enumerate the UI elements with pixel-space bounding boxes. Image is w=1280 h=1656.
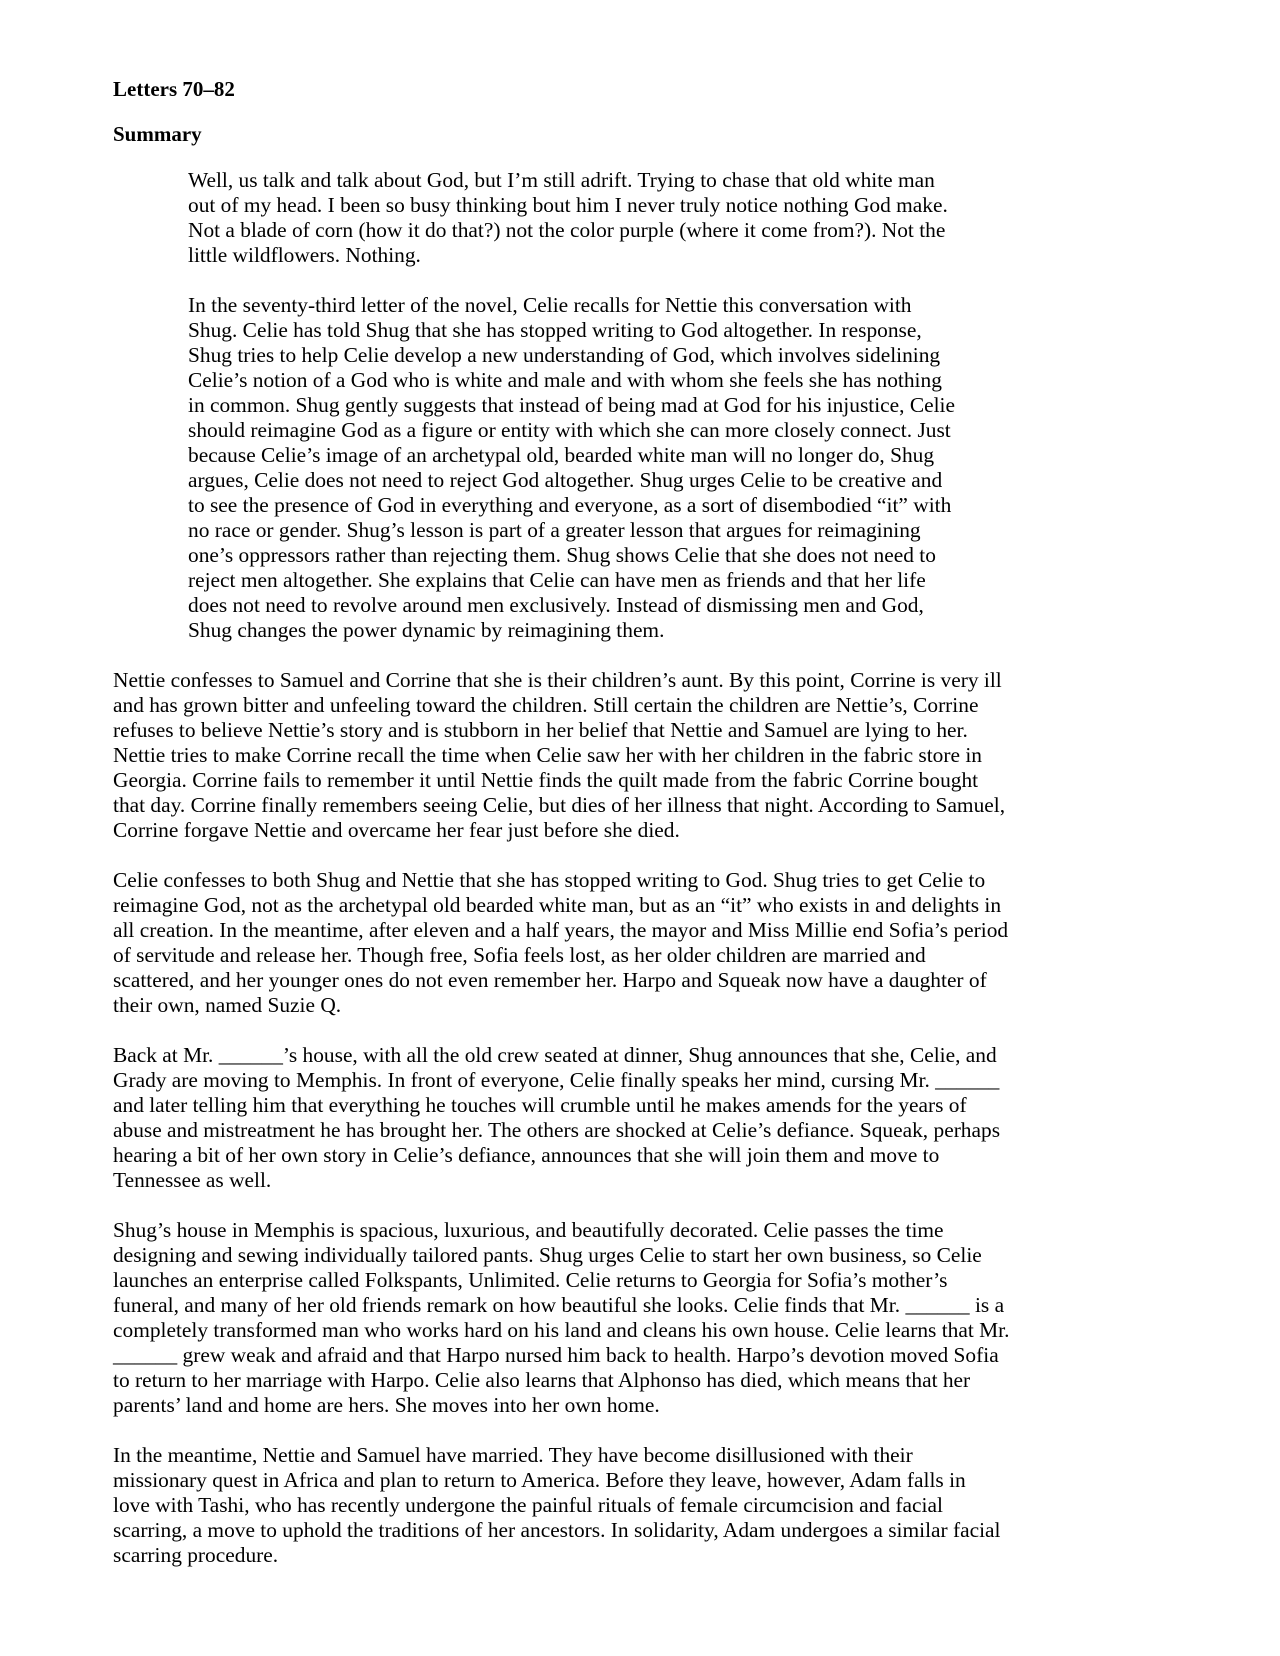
text-line: Celie confesses to both Shug and Nettie that she has stopped writing to God. Shug tries to get Celie to bbox=[113, 868, 986, 892]
text-line: to see the presence of God in everything and everyone, as a sort of disembodied “it” with bbox=[188, 493, 952, 517]
quote-analysis bbox=[188, 293, 1188, 643]
text-line: Grady are moving to Memphis. In front of everyone, Celie finally speaks her mind, cursing Mr. ______ bbox=[113, 1068, 1000, 1092]
text-line: should reimagine God as a figure or entity with which she can more closely connect. Just bbox=[188, 418, 951, 442]
text-line: completely transformed man who works hard on his land and cleans his own house. Celie learns that Mr. bbox=[113, 1318, 1010, 1342]
text-line: scarring procedure. bbox=[113, 1543, 279, 1567]
paragraph-dinner bbox=[113, 1043, 1193, 1193]
quotation bbox=[188, 168, 1188, 268]
text-line: because Celie’s image of an archetypal old, bearded white man will no longer do, Shug bbox=[188, 443, 935, 467]
text-line: little wildflowers. Nothing. bbox=[188, 243, 421, 267]
text-line: Shug. Celie has told Shug that she has stopped writing to God altogether. In response, bbox=[188, 318, 922, 342]
summary-heading: Summary bbox=[113, 122, 202, 146]
paragraph-celie-confesses bbox=[113, 868, 1193, 1018]
text-line: scattered, and her younger ones do not even remember her. Harpo and Squeak now have a daughter of bbox=[113, 968, 987, 992]
text-line: does not need to revolve around men exclusively. Instead of dismissing men and God, bbox=[188, 593, 924, 617]
text-line: all creation. In the meantime, after eleven and a half years, the mayor and Miss Millie end Sofia’s period bbox=[113, 918, 1009, 942]
indented-quote-block bbox=[188, 168, 1188, 668]
text-line: refuses to believe Nettie’s story and is stubborn in her belief that Nettie and Samuel are lying to her. bbox=[113, 718, 968, 742]
text-line: Shug’s house in Memphis is spacious, luxurious, and beautifully decorated. Celie passes the time bbox=[113, 1218, 944, 1242]
text-line: launches an enterprise called Folkspants, Unlimited. Celie returns to Georgia for Sofia’s mother’s bbox=[113, 1268, 948, 1292]
text-line: no race or gender. Shug’s lesson is part of a greater lesson that argues for reimagining bbox=[188, 518, 921, 542]
text-line: and later telling him that everything he touches will crumble until he makes amends for the years of bbox=[113, 1093, 967, 1117]
text-line: love with Tashi, who has recently undergone the painful rituals of female circumcision and facial bbox=[113, 1493, 943, 1517]
text-line: Well, us talk and talk about God, but I’m still adrift. Trying to chase that old white man bbox=[188, 168, 935, 192]
text-line: Shug tries to help Celie develop a new understanding of God, which involves sidelining bbox=[188, 343, 941, 367]
text-line: one’s oppressors rather than rejecting them. Shug shows Celie that she does not need to bbox=[188, 543, 936, 567]
text-line: their own, named Suzie Q. bbox=[113, 993, 342, 1017]
text-line: Tennessee as well. bbox=[113, 1168, 272, 1192]
paragraph-memphis bbox=[113, 1218, 1193, 1418]
text-line: Not a blade of corn (how it do that?) not the color purple (where it come from?). Not the bbox=[188, 218, 946, 242]
text-line: scarring, a move to uphold the traditions of her ancestors. In solidarity, Adam undergoes a similar facial bbox=[113, 1518, 1001, 1542]
text-line: funeral, and many of her old friends remark on how beautiful she looks. Celie finds that Mr. ______ is a bbox=[113, 1293, 1005, 1317]
text-line: Georgia. Corrine fails to remember it until Nettie finds the quilt made from the fabric Corrine bought bbox=[113, 768, 979, 792]
text-line: reject men altogether. She explains that Celie can have men as friends and that her life bbox=[188, 568, 926, 592]
text-line: in common. Shug gently suggests that instead of being mad at God for his injustice, Celie bbox=[188, 393, 955, 417]
section-heading: Letters 70–82 bbox=[113, 77, 235, 101]
text-line: and has grown bitter and unfeeling toward the children. Still certain the children are Nettie’s, Corrine bbox=[113, 693, 979, 717]
text-line: designing and sewing individually tailored pants. Shug urges Celie to start her own business, so Celie bbox=[113, 1243, 982, 1267]
text-line: In the seventy-third letter of the novel, Celie recalls for Nettie this conversation with bbox=[188, 293, 912, 317]
text-line: Back at Mr. ______’s house, with all the old crew seated at dinner, Shug announces that she, Celie, and bbox=[113, 1043, 997, 1067]
text-line: Corrine forgave Nettie and overcame her fear just before she died. bbox=[113, 818, 680, 842]
text-line: Nettie tries to make Corrine recall the time when Celie saw her with her children in the fabric store in bbox=[113, 743, 982, 767]
paragraph-nettie-samuel-married bbox=[113, 1443, 1193, 1568]
text-line: Shug changes the power dynamic by reimagining them. bbox=[188, 618, 665, 642]
text-line: hearing a bit of her own story in Celie’s defiance, announces that she will join them and move to bbox=[113, 1143, 940, 1167]
text-line: abuse and mistreatment he has brought her. The others are shocked at Celie’s defiance. Squeak, perhaps bbox=[113, 1118, 1001, 1142]
text-line: out of my head. I been so busy thinking bout him I never truly notice nothing God make. bbox=[188, 193, 948, 217]
text-line: Nettie confesses to Samuel and Corrine that she is their children’s aunt. By this point, Corrine is very ill bbox=[113, 668, 1002, 692]
text-line: parents’ land and home are hers. She moves into her own home. bbox=[113, 1393, 660, 1417]
text-line: to return to her marriage with Harpo. Celie also learns that Alphonso has died, which means that her bbox=[113, 1368, 971, 1392]
text-line: argues, Celie does not need to reject God altogether. Shug urges Celie to be creative and bbox=[188, 468, 943, 492]
paragraph-nettie-confesses bbox=[113, 668, 1193, 843]
text-line: ______ grew weak and afraid and that Harpo nursed him back to health. Harpo’s devotion moved Sofia bbox=[113, 1343, 999, 1367]
text-line: missionary quest in Africa and plan to return to America. Before they leave, however, Adam falls in bbox=[113, 1468, 966, 1492]
text-line: In the meantime, Nettie and Samuel have married. They have become disillusioned with their bbox=[113, 1443, 913, 1467]
summary-body bbox=[113, 668, 1193, 1593]
text-line: of servitude and release her. Though free, Sofia feels lost, as her older children are married and bbox=[113, 943, 926, 967]
text-line: reimagine God, not as the archetypal old bearded white man, but as an “it” who exists in and delights in bbox=[113, 893, 1002, 917]
text-line: Celie’s notion of a God who is white and male and with whom she feels she has nothing bbox=[188, 368, 942, 392]
text-line: that day. Corrine finally remembers seeing Celie, but dies of her illness that night. According to Samuel, bbox=[113, 793, 1006, 817]
